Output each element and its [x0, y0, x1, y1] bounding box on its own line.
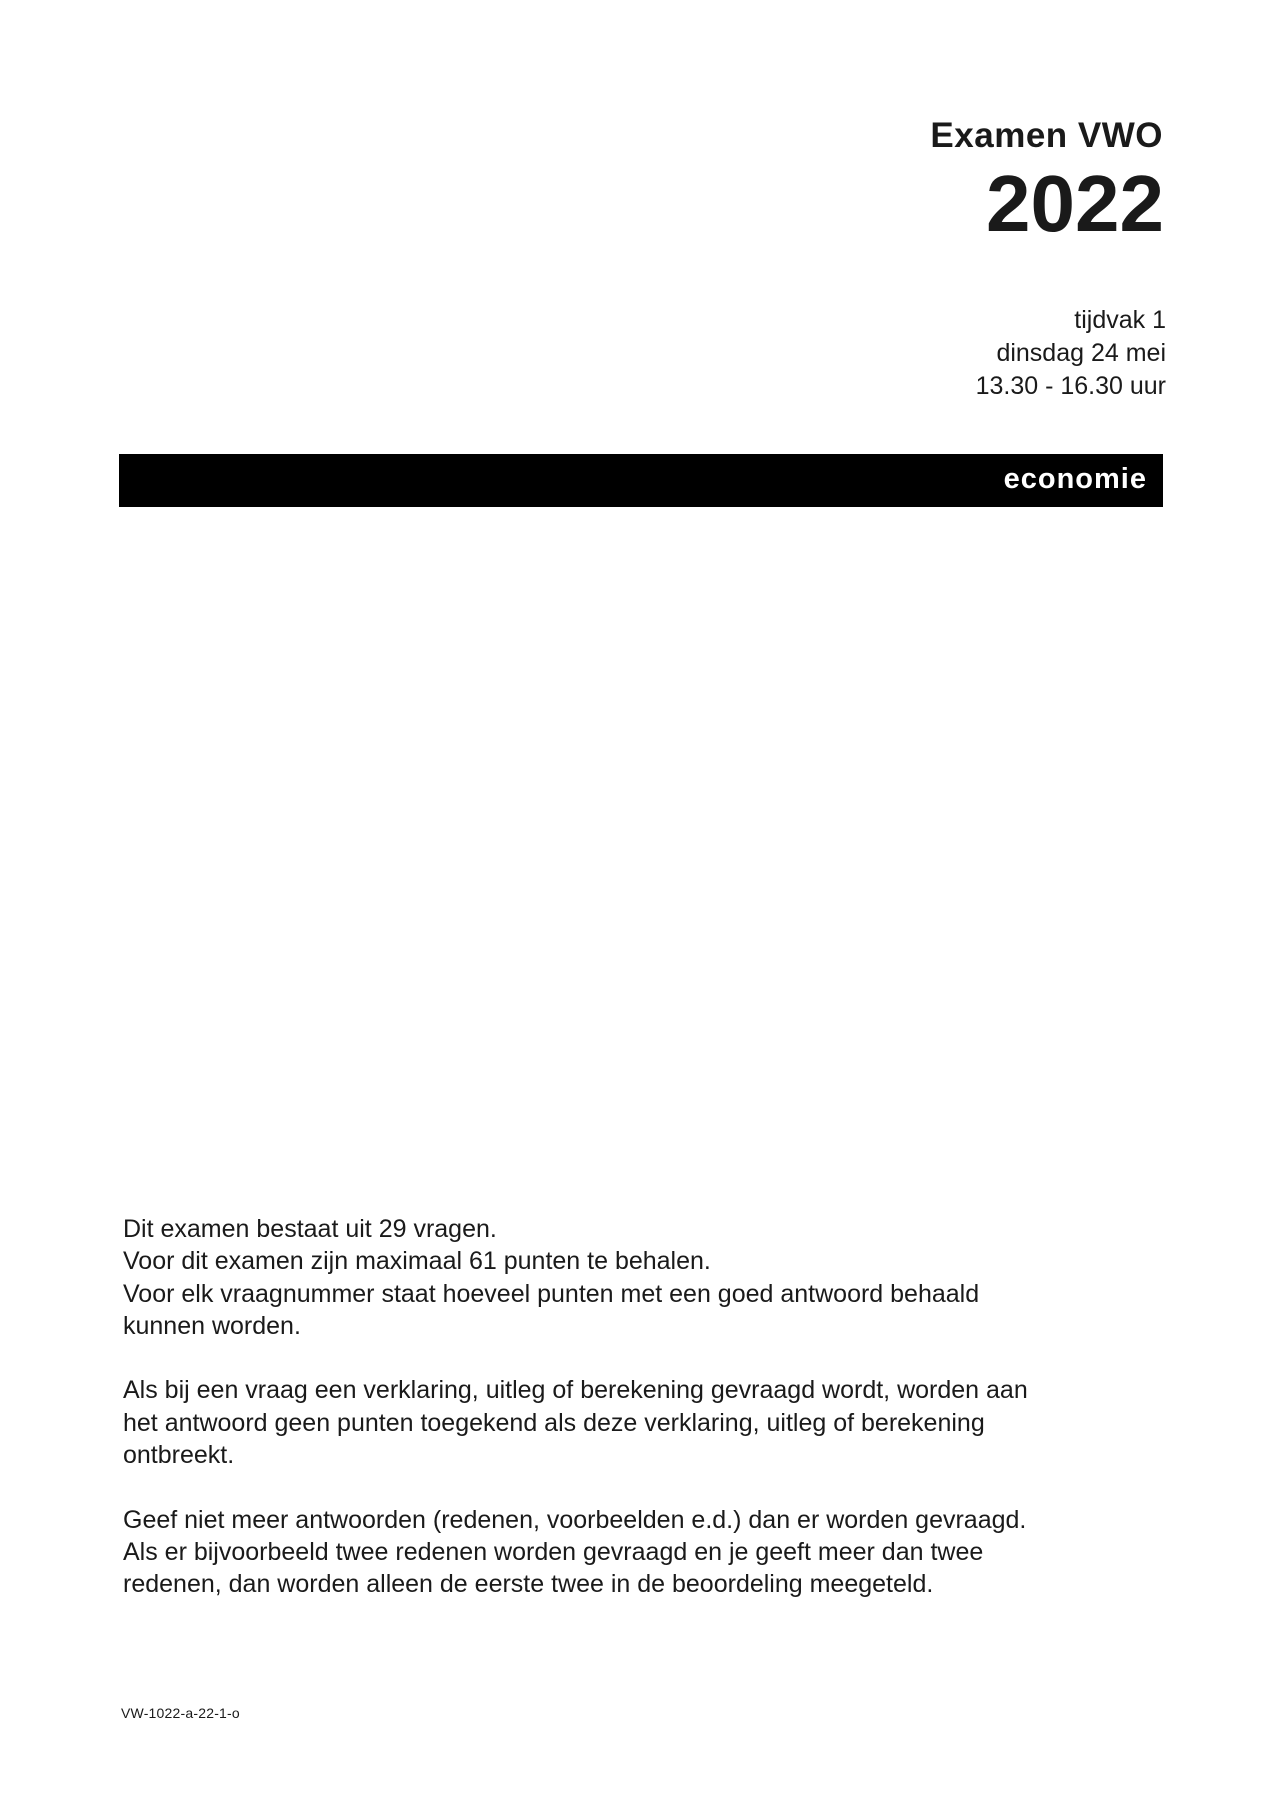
exam-year: 2022: [986, 159, 1164, 248]
instruction-line: redenen, dan worden alleen de eerste twee in de beoordeling meegeteld.: [123, 1570, 934, 1599]
exam-instructions: [123, 1213, 1183, 1633]
instruction-line: ontbreekt.: [123, 1441, 235, 1470]
instructions-paragraph-2: [123, 1374, 1183, 1471]
document-code: VW-1022-a-22-1-o: [121, 1705, 240, 1721]
session-period: tijdvak 1: [1074, 306, 1166, 334]
session-date: dinsdag 24 mei: [996, 339, 1166, 367]
session-info: [976, 304, 1166, 403]
instruction-line: Geef niet meer antwoorden (redenen, voorbeelden e.d.) dan er worden gevraagd.: [123, 1505, 1027, 1534]
instructions-paragraph-3: [123, 1504, 1183, 1601]
instruction-line: het antwoord geen punten toegekend als deze verklaring, uitleg of berekening: [123, 1408, 985, 1437]
instruction-line: Als er bijvoorbeeld twee redenen worden gevraagd en je geeft meer dan twee: [123, 1537, 984, 1566]
exam-title: Examen VWO: [930, 116, 1163, 155]
instruction-line: kunnen worden.: [123, 1311, 301, 1340]
instructions-paragraph-1: [123, 1213, 1183, 1342]
session-time: 13.30 - 16.30 uur: [975, 372, 1166, 400]
instruction-line: Dit examen bestaat uit 29 vragen.: [123, 1215, 497, 1243]
subject-label: economie: [1003, 463, 1147, 495]
subject-banner: [119, 454, 1163, 507]
instruction-line: Voor elk vraagnummer staat hoeveel punten met een goed antwoord behaald: [123, 1279, 980, 1308]
instruction-line: Als bij een vraag een verklaring, uitleg of berekening gevraagd wordt, worden aan: [123, 1376, 1028, 1405]
instruction-line: Voor dit examen zijn maximaal 61 punten te behalen.: [123, 1247, 711, 1276]
